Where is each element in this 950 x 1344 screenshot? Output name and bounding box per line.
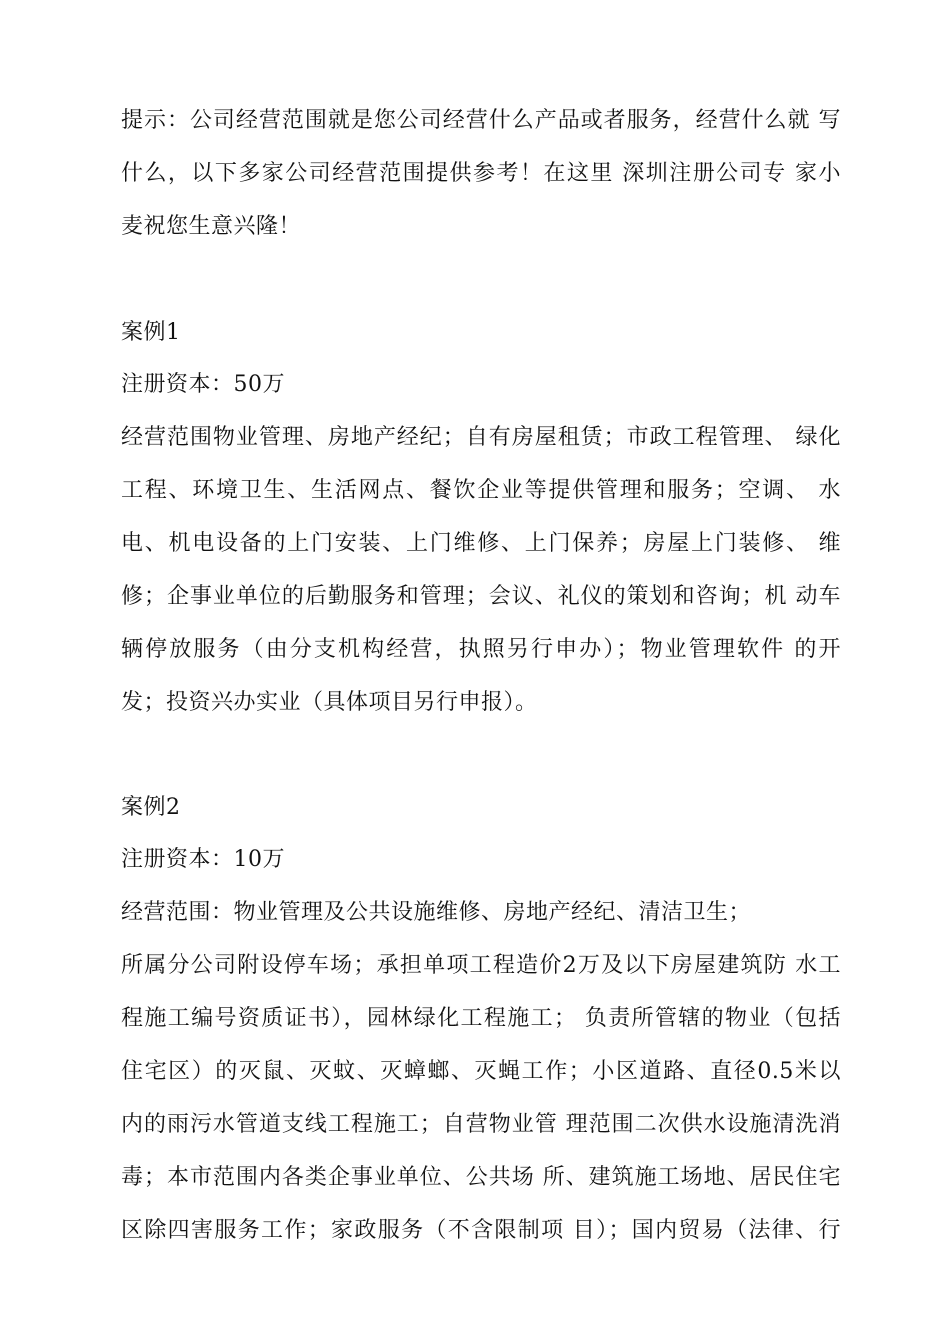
intro-line: 麦祝您生意兴隆！ [121,214,302,239]
case1-scope-line: 修；企事业单位的后勤服务和管理；会议、礼仪的策划和咨询；机 动车 [121,584,841,609]
case2-scope-line: 程施工编号资质证书），园林绿化工程施工； 负责所管辖的物业（包括 [121,1006,841,1031]
case2-scope-line: 区除四害服务工作；家政服务（不含限制项 目）；国内贸易（法律、行 [121,1218,841,1243]
case1-title: 案例1 [121,320,181,345]
case1-scope-line: 工程、环境卫生、生活网点、餐饮企业等提供管理和服务；空调、 水 [121,478,841,503]
case2-capital: 注册资本：10万 [121,847,285,872]
case2-scope-line: 住宅区）的灭鼠、灭蚊、灭蟑螂、灭蝇工作；小区道路、直径0.5米以 [121,1059,841,1084]
case1-scope-line: 经营范围物业管理、房地产经纪；自有房屋租赁；市政工程管理、 绿化 [121,425,841,450]
case2-scope-line: 内的雨污水管道支线工程施工；自营物业管 理范围二次供水设施清洗消 [121,1112,841,1137]
case2-scope-line: 毒；本市范围内各类企事业单位、公共场 所、建筑施工场地、居民住宅 [121,1165,841,1190]
case2-scope-line: 经营范围：物业管理及公共设施维修、房地产经纪、清洁卫生； [121,900,752,925]
case1-scope-line: 电、机电设备的上门安装、上门维修、上门保养；房屋上门装修、 维 [121,531,841,556]
intro-line: 什么，以下多家公司经营范围提供参考！在这里 深圳注册公司专 家小 [121,161,841,186]
case1-scope-line: 发；投资兴办实业（具体项目另行申报）。 [121,690,538,715]
case2-title: 案例2 [121,795,181,820]
case2-scope-line: 所属分公司附设停车场；承担单项工程造价2万及以下房屋建筑防 水工 [121,953,841,978]
case1-scope-line: 辆停放服务（由分支机构经营，执照另行申办）；物业管理软件 的开 [121,637,841,662]
intro-line: 提示：公司经营范围就是您公司经营什么产品或者服务，经营什么就 写 [121,108,841,133]
case1-capital: 注册资本：50万 [121,372,285,397]
